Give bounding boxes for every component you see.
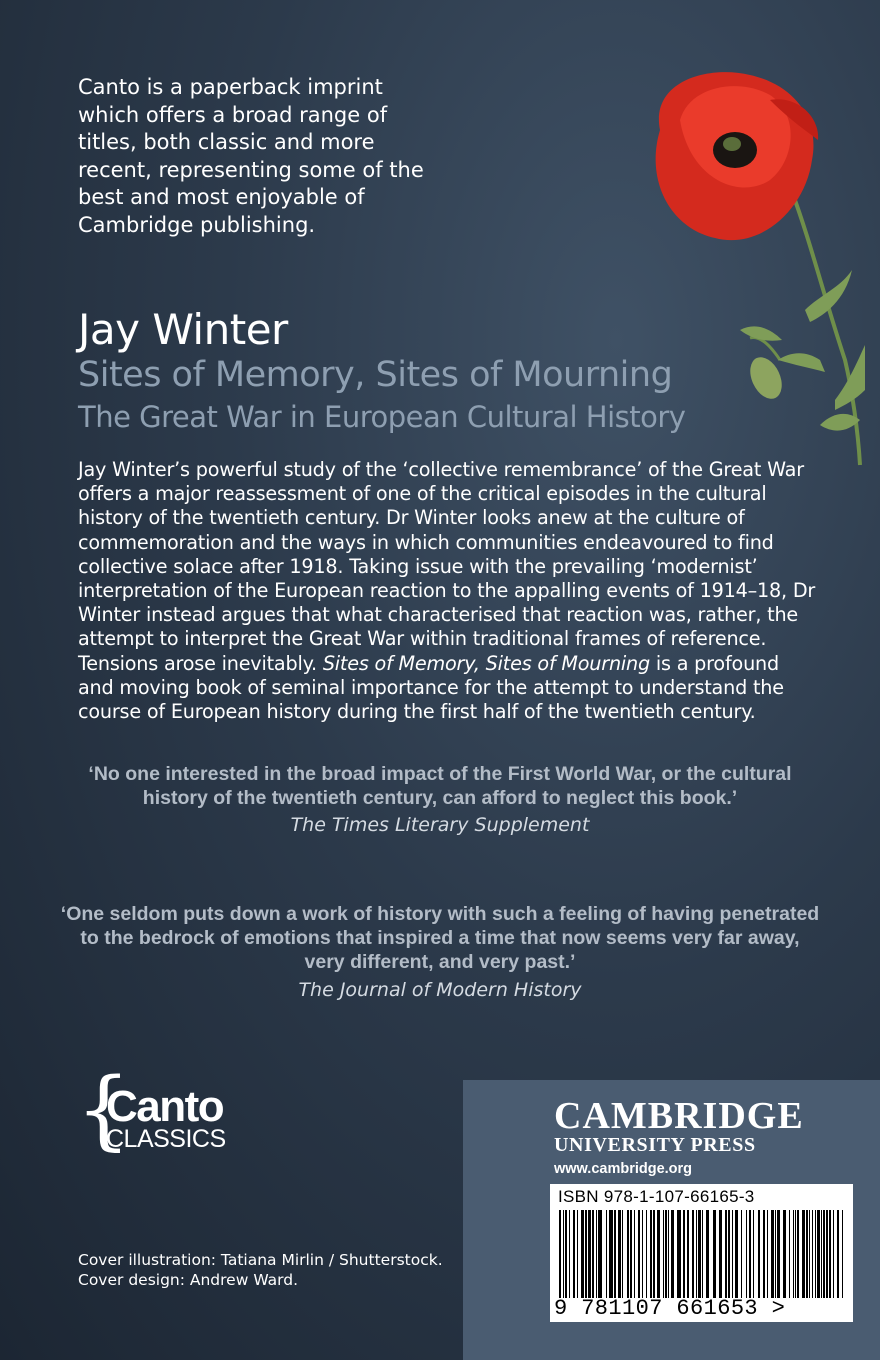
- barcode-bar: [646, 1210, 647, 1298]
- canto-classics-logo: [76, 1060, 256, 1165]
- barcode-bar: [563, 1210, 564, 1298]
- barcode-bar: [763, 1210, 765, 1298]
- logo-brace: {: [76, 1060, 131, 1160]
- barcode-bar: [767, 1210, 768, 1298]
- review-quote: ‘One seldom puts down a work of history with such a feeling of having penetrated to the bedrock of emotions that inspired a time that now seems very far away, very different, and very past.’: [60, 903, 820, 974]
- design-credit: Cover design: Andrew Ward.: [78, 1271, 299, 1289]
- publisher-panel: [463, 1080, 880, 1360]
- barcode-bar: [706, 1210, 709, 1298]
- review-source: The Journal of Modern History: [298, 978, 582, 1001]
- barcode-bar: [837, 1210, 839, 1298]
- review-source: The Times Literary Supplement: [290, 814, 590, 837]
- barcode-bar: [577, 1210, 578, 1298]
- barcode-bar: [569, 1210, 570, 1298]
- author-name: Jay Winter: [78, 305, 288, 354]
- barcode-bar: [609, 1210, 613, 1298]
- barcode-bar: [812, 1210, 813, 1298]
- barcode-bar: [713, 1210, 716, 1298]
- barcode-bar: [692, 1210, 694, 1298]
- barcode-bar: [823, 1210, 825, 1298]
- blurb-text-start: Jay Winter’s powerful study of the ‘collective remembrance’ of the Great War offers a major reassessment of one of the critical episodes in the cultural history of the twentieth century. Dr Winter looks anew at the culture of commemoration and the ways in which communities endeavoured to find collective solace after 1918. Taking issue with the prevailing ‘modernist’ interpretation of the European reaction to the appalling events of 1914–18, Dr Winter instead argues that what characterised that reaction was, rather, the attempt to interpret the Great War within traditional frames of reference. Tensions arose inevitably.: [78, 458, 816, 675]
- barcode-bar: [630, 1210, 632, 1298]
- barcode-bar: [732, 1210, 733, 1298]
- barcode-bar: [559, 1210, 561, 1298]
- poppy-flower-illustration: [620, 60, 865, 470]
- barcode-bar: [573, 1210, 575, 1298]
- imprint-description: Canto is a paperback imprint which offers a broad range of titles, both classic and more recent, representing some of the best and most enjoyable of Cambridge publishing.: [78, 75, 424, 237]
- barcode-bar: [671, 1210, 674, 1298]
- publisher-name: CAMBRIDGE: [554, 1095, 804, 1137]
- review-2: [60, 902, 820, 1003]
- blurb-italic-title: Sites of Memory, Sites of Mourning: [322, 651, 650, 675]
- poppy-leaf: [740, 326, 782, 340]
- cover-credits: [78, 1250, 443, 1290]
- barcode-bar: [614, 1210, 616, 1298]
- barcode-bar: [775, 1210, 776, 1298]
- barcode-bar: [642, 1210, 643, 1298]
- barcode-bar: [842, 1210, 843, 1298]
- barcode-bar: [618, 1210, 621, 1298]
- barcode-bar: [746, 1210, 747, 1298]
- barcode-bar: [696, 1210, 697, 1298]
- barcode-bar: [728, 1210, 730, 1298]
- blurb-text-end: is a profound and moving book of seminal importance for the attempt to understand the course of European history during the first half of the twentieth century.: [78, 651, 784, 724]
- publisher-url: www.cambridge.org: [554, 1161, 693, 1177]
- barcode-bar: [735, 1210, 738, 1298]
- poppy-leaf: [835, 345, 865, 410]
- barcode-bar: [833, 1210, 834, 1298]
- barcode-bar: [815, 1210, 816, 1298]
- book-blurb: [78, 458, 818, 724]
- barcode-bar: [606, 1210, 607, 1298]
- barcode-bar: [797, 1210, 799, 1298]
- logo-subtitle: CLASSICS: [106, 1125, 226, 1153]
- barcode-bar: [821, 1210, 822, 1298]
- barcode-bar: [663, 1210, 664, 1298]
- barcode-bar: [665, 1210, 667, 1298]
- barcode-bar: [687, 1210, 689, 1298]
- barcode-bar: [809, 1210, 810, 1298]
- illustration-credit: Cover illustration: Tatiana Mirlin / Shutterstock.: [78, 1251, 443, 1269]
- barcode-bar: [653, 1210, 655, 1298]
- barcode-bar: [783, 1210, 786, 1298]
- barcode-bar: [829, 1210, 831, 1298]
- barcode-bar: [598, 1210, 602, 1298]
- barcode-bar: [702, 1210, 703, 1298]
- barcode-bar: [802, 1210, 805, 1298]
- isbn-label: ISBN 978-1-107-66165-3: [558, 1187, 755, 1206]
- barcode-bar: [741, 1210, 742, 1298]
- review-1: [60, 762, 820, 838]
- review-quote: ‘No one interested in the broad impact of the First World War, or the cultural history of the twentieth century, can afford to neglect this book.’: [88, 763, 792, 810]
- barcode-bar: [585, 1210, 587, 1298]
- barcode-bar: [771, 1210, 774, 1298]
- barcode-bar: [627, 1210, 629, 1298]
- barcode-bar: [698, 1210, 701, 1298]
- poppy-stamen: [723, 137, 741, 151]
- ean-digits: 9 781107 661653 >: [554, 1296, 786, 1321]
- barcode-bar: [793, 1210, 794, 1298]
- barcode-bar: [622, 1210, 623, 1298]
- barcode-bar: [749, 1210, 751, 1298]
- barcode-bar: [634, 1210, 635, 1298]
- bud-stem: [750, 337, 780, 360]
- book-subtitle: The Great War in European Cultural History: [78, 400, 686, 434]
- isbn-barcode: [550, 1184, 853, 1322]
- poppy-leaf: [778, 353, 825, 372]
- barcode-bar: [725, 1210, 727, 1298]
- barcode-bar: [588, 1210, 591, 1298]
- barcode-bar: [817, 1210, 820, 1298]
- barcode-bar: [638, 1210, 640, 1298]
- barcode-bar: [806, 1210, 808, 1298]
- barcode-bar: [592, 1210, 594, 1298]
- poppy-leaf: [820, 414, 860, 431]
- barcode-bars: [559, 1210, 843, 1298]
- barcode-bar: [596, 1210, 597, 1298]
- barcode-bar: [719, 1210, 722, 1298]
- barcode-bar: [668, 1210, 669, 1298]
- barcode-bar: [565, 1210, 567, 1298]
- barcode-bar: [777, 1210, 780, 1298]
- barcode-bar: [657, 1210, 660, 1298]
- barcode-bar: [789, 1210, 790, 1298]
- barcode-bar: [581, 1210, 584, 1298]
- barcode-bar: [683, 1210, 685, 1298]
- publisher-subname: UNIVERSITY PRESS: [554, 1134, 756, 1156]
- logo-word: Canto: [106, 1082, 224, 1131]
- barcode-bar: [753, 1210, 754, 1298]
- barcode-bar: [826, 1210, 828, 1298]
- barcode-bar: [795, 1210, 796, 1298]
- barcode-bar: [758, 1210, 760, 1298]
- barcode-bar: [677, 1210, 681, 1298]
- book-title: Sites of Memory, Sites of Mourning: [78, 355, 673, 395]
- barcode-bar: [650, 1210, 652, 1298]
